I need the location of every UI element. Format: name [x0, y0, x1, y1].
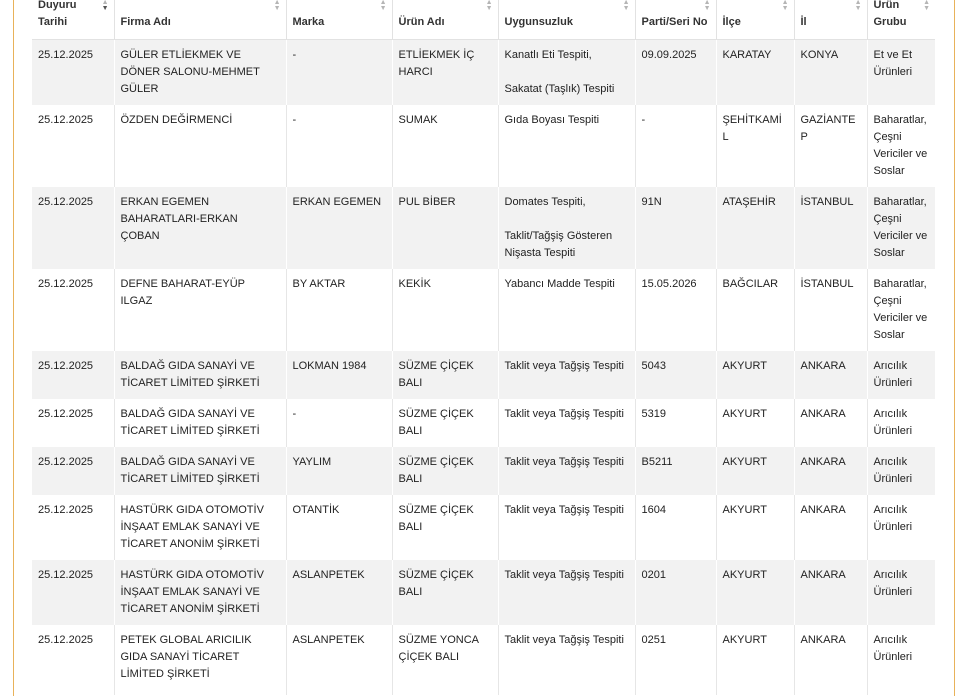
cell-ilce: KARATAY	[716, 40, 794, 106]
cell-urun-adi: ETLİEKMEK İÇ HARCI	[392, 40, 498, 106]
table-row	[32, 40, 935, 106]
cell-urun-grubu: Arıcılık Ürünleri	[867, 399, 935, 447]
cell-duyuru-tarihi: 25.12.2025	[32, 105, 114, 187]
sort-arrows-icon[interactable]: ▲ ▼	[923, 0, 930, 12]
cell-parti-seri-no: 5043	[635, 351, 716, 399]
sort-arrows-icon[interactable]: ▲ ▼	[781, 0, 789, 12]
cell-uygunsuzluk	[498, 625, 635, 695]
cell-marka: LOKMAN 1984	[286, 351, 392, 399]
cell-firma-adi: ERKAN EGEMEN BAHARATLARI-ERKAN ÇOBAN	[114, 187, 286, 269]
column-header-firma-adi[interactable]: Firma Adı ▲ ▼	[114, 0, 286, 40]
cell-duyuru-tarihi: 25.12.2025	[32, 447, 114, 495]
cell-marka: ERKAN EGEMEN	[286, 187, 392, 269]
cell-il: ANKARA	[794, 625, 867, 695]
cell-duyuru-tarihi: 25.12.2025	[32, 560, 114, 625]
cell-firma-adi: ÖZDEN DEĞİRMENCİ	[114, 105, 286, 187]
cell-ilce: AKYURT	[716, 351, 794, 399]
cell-urun-adi: SÜZME ÇİÇEK BALI	[392, 351, 498, 399]
cell-duyuru-tarihi: 25.12.2025	[32, 495, 114, 560]
cell-uygunsuzluk	[498, 40, 635, 106]
cell-duyuru-tarihi: 25.12.2025	[32, 187, 114, 269]
column-header-marka[interactable]: Marka ▲ ▼	[286, 0, 392, 40]
cell-ilce: AKYURT	[716, 625, 794, 695]
cell-ilce: AKYURT	[716, 495, 794, 560]
cell-uygunsuzluk	[498, 187, 635, 269]
cell-uygunsuzluk	[498, 105, 635, 187]
cell-urun-grubu: Baharatlar, Çeşni Vericiler ve Soslar	[867, 105, 935, 187]
column-header-urun-adi[interactable]: Ürün Adı ▲ ▼	[392, 0, 498, 40]
cell-urun-grubu: Et ve Et Ürünleri	[867, 40, 935, 106]
cell-firma-adi: BALDAĞ GIDA SANAYİ VE TİCARET LİMİTED ŞİRKETİ	[114, 399, 286, 447]
cell-duyuru-tarihi: 25.12.2025	[32, 625, 114, 695]
issue-text: Taklit veya Tağşiş Tespiti	[504, 456, 624, 468]
cell-duyuru-tarihi: 25.12.2025	[32, 399, 114, 447]
cell-urun-grubu: Arıcılık Ürünleri	[867, 447, 935, 495]
cell-parti-seri-no: 1604	[635, 495, 716, 560]
cell-urun-grubu: Arıcılık Ürünleri	[867, 351, 935, 399]
cell-marka: -	[286, 105, 392, 187]
column-header-parti-seri-no[interactable]: Parti/Seri No ▲ ▼	[635, 0, 716, 40]
table-row	[32, 399, 935, 447]
cell-duyuru-tarihi: 25.12.2025	[32, 269, 114, 351]
cell-urun-grubu: Arıcılık Ürünleri	[867, 625, 935, 695]
cell-marka: YAYLIM	[286, 447, 392, 495]
table-row	[32, 105, 935, 187]
column-header-il[interactable]: İl ▲ ▼	[794, 0, 867, 40]
cell-uygunsuzluk	[498, 560, 635, 625]
issue-text: Taklit veya Tağşiş Tespiti	[504, 504, 624, 516]
cell-urun-adi: SÜZME ÇİÇEK BALI	[392, 560, 498, 625]
cell-marka: ASLANPETEK	[286, 560, 392, 625]
table-row	[32, 187, 935, 269]
table-row	[32, 269, 935, 351]
cell-il: ANKARA	[794, 495, 867, 560]
cell-urun-adi: PUL BİBER	[392, 187, 498, 269]
cell-urun-grubu: Baharatlar, Çeşni Vericiler ve Soslar	[867, 187, 935, 269]
cell-firma-adi: GÜLER ETLİEKMEK VE DÖNER SALONU-MEHMET GÜLER	[114, 40, 286, 106]
cell-ilce: AKYURT	[716, 399, 794, 447]
cell-duyuru-tarihi: 25.12.2025	[32, 40, 114, 106]
table-header-row	[32, 0, 935, 40]
cell-urun-grubu: Baharatlar, Çeşni Vericiler ve Soslar	[867, 269, 935, 351]
results-table	[32, 0, 935, 695]
issue-text: Taklit veya Tağşiş Tespiti	[504, 634, 624, 646]
cell-parti-seri-no: 91N	[635, 187, 716, 269]
cell-parti-seri-no: B5211	[635, 447, 716, 495]
cell-uygunsuzluk	[498, 351, 635, 399]
issue-text: Domates Tespiti,	[504, 196, 586, 208]
issue-text: Taklit veya Tağşiş Tespiti	[504, 569, 624, 581]
issue-text: Gıda Boyası Tespiti	[504, 114, 600, 126]
cell-parti-seri-no: 0251	[635, 625, 716, 695]
cell-urun-adi: SÜZME YONCA ÇİÇEK BALI	[392, 625, 498, 695]
cell-il: ANKARA	[794, 560, 867, 625]
table-row	[32, 560, 935, 625]
cell-marka: BY AKTAR	[286, 269, 392, 351]
cell-uygunsuzluk	[498, 399, 635, 447]
cell-ilce: AKYURT	[716, 447, 794, 495]
issue-text: Yabancı Madde Tespiti	[504, 278, 615, 290]
cell-parti-seri-no: 09.09.2025	[635, 40, 716, 106]
cell-firma-adi: HASTÜRK GIDA OTOMOTİV İNŞAAT EMLAK SANAYİ VE TİCARET ANONİM ŞİRKETİ	[114, 495, 286, 560]
cell-uygunsuzluk	[498, 495, 635, 560]
sort-arrows-icon[interactable]: ▲ ▼	[379, 0, 387, 12]
cell-parti-seri-no: 0201	[635, 560, 716, 625]
sort-arrows-icon[interactable]: ▲ ▼	[622, 0, 630, 12]
cell-urun-adi: KEKİK	[392, 269, 498, 351]
cell-il: İSTANBUL	[794, 269, 867, 351]
column-header-urun-grubu[interactable]: Ürün Grubu ▲ ▼	[867, 0, 935, 40]
cell-marka: ASLANPETEK	[286, 625, 392, 695]
column-header-ilce[interactable]: İlçe ▲ ▼	[716, 0, 794, 40]
cell-il: GAZİANTEP	[794, 105, 867, 187]
cell-il: İSTANBUL	[794, 187, 867, 269]
cell-parti-seri-no: 15.05.2026	[635, 269, 716, 351]
issue-text: Taklit/Tağşiş Gösteren Nişasta Tespiti	[504, 230, 613, 259]
cell-firma-adi: BALDAĞ GIDA SANAYİ VE TİCARET LİMİTED ŞİRKETİ	[114, 351, 286, 399]
cell-urun-adi: SÜZME ÇİÇEK BALI	[392, 495, 498, 560]
cell-ilce: AKYURT	[716, 560, 794, 625]
table-body	[32, 40, 935, 696]
column-header-uygunsuzluk[interactable]: Uygunsuzluk ▲ ▼	[498, 0, 635, 40]
cell-il: ANKARA	[794, 399, 867, 447]
cell-marka: -	[286, 40, 392, 106]
sort-arrows-icon[interactable]: ▲ ▼	[703, 0, 711, 12]
sort-arrows-icon[interactable]: ▲ ▼	[101, 0, 109, 12]
cell-ilce: ŞEHİTKAMİL	[716, 105, 794, 187]
table-row	[32, 351, 935, 399]
column-header-duyuru-tarihi[interactable]: Duyuru Tarihi ▲ ▼	[32, 0, 114, 40]
cell-il: ANKARA	[794, 351, 867, 399]
cell-uygunsuzluk	[498, 447, 635, 495]
sort-arrows-icon[interactable]: ▲ ▼	[854, 0, 862, 12]
cell-urun-adi: SUMAK	[392, 105, 498, 187]
cell-firma-adi: BALDAĞ GIDA SANAYİ VE TİCARET LİMİTED ŞİRKETİ	[114, 447, 286, 495]
cell-marka: OTANTİK	[286, 495, 392, 560]
sort-arrows-icon[interactable]: ▲ ▼	[273, 0, 281, 12]
cell-firma-adi: HASTÜRK GIDA OTOMOTİV İNŞAAT EMLAK SANAYİ VE TİCARET ANONİM ŞİRKETİ	[114, 560, 286, 625]
cell-parti-seri-no: 5319	[635, 399, 716, 447]
cell-parti-seri-no: -	[635, 105, 716, 187]
cell-urun-grubu: Arıcılık Ürünleri	[867, 560, 935, 625]
cell-urun-adi: SÜZME ÇİÇEK BALI	[392, 447, 498, 495]
cell-ilce: BAĞCILAR	[716, 269, 794, 351]
issue-text: Sakatat (Taşlık) Tespiti	[504, 83, 615, 95]
cell-ilce: ATAŞEHİR	[716, 187, 794, 269]
table-row	[32, 625, 935, 695]
cell-urun-grubu: Arıcılık Ürünleri	[867, 495, 935, 560]
cell-il: KONYA	[794, 40, 867, 106]
table-row	[32, 495, 935, 560]
cell-uygunsuzluk	[498, 269, 635, 351]
cell-marka: -	[286, 399, 392, 447]
cell-urun-adi: SÜZME ÇİÇEK BALI	[392, 399, 498, 447]
issue-text: Taklit veya Tağşiş Tespiti	[504, 408, 624, 420]
cell-firma-adi: PETEK GLOBAL ARICILIK GIDA SANAYİ TİCARET LİMİTED ŞİRKETİ	[114, 625, 286, 695]
table-row	[32, 447, 935, 495]
issue-text: Taklit veya Tağşiş Tespiti	[504, 360, 624, 372]
sort-arrows-icon[interactable]: ▲ ▼	[485, 0, 493, 12]
cell-duyuru-tarihi: 25.12.2025	[32, 351, 114, 399]
cell-il: ANKARA	[794, 447, 867, 495]
issue-text: Kanatlı Eti Tespiti,	[504, 49, 592, 61]
cell-firma-adi: DEFNE BAHARAT-EYÜP ILGAZ	[114, 269, 286, 351]
